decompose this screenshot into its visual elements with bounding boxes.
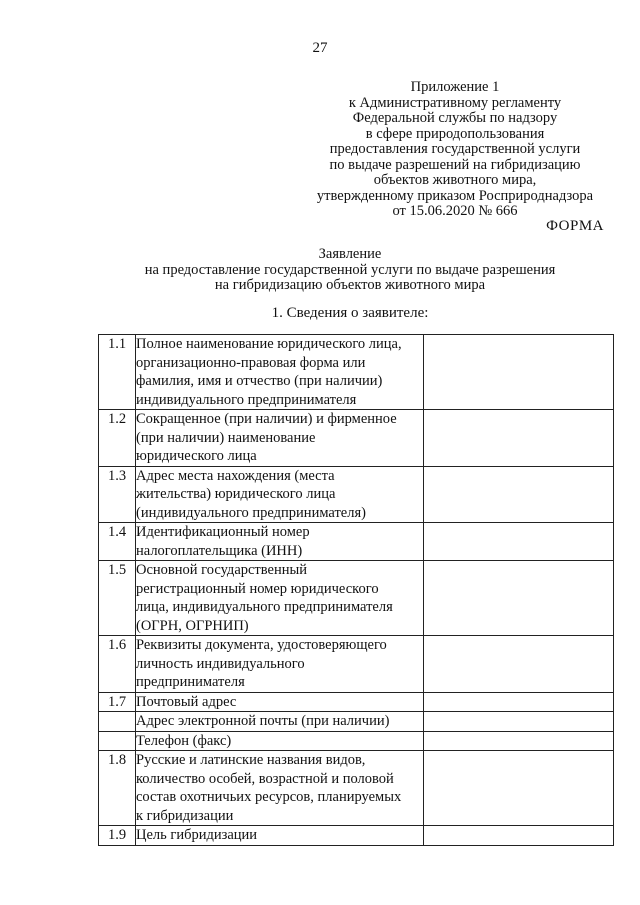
- row-label: [136, 826, 424, 846]
- row-label: [136, 466, 424, 523]
- row-value-field[interactable]: [424, 826, 614, 846]
- row-label-line: Телефон (факс): [136, 732, 232, 749]
- row-label-line: жительства) юридического лица: [136, 486, 336, 502]
- row-value-field[interactable]: [424, 335, 614, 410]
- row-label-line: количество особей, возрастной и половой: [136, 770, 394, 787]
- document-title: [90, 247, 610, 294]
- appendix-header: [300, 80, 610, 220]
- appendix-line: к Административному регламенту: [348, 94, 562, 111]
- row-label-line: предпринимателя: [136, 674, 245, 690]
- row-label-line: лица, индивидуального предпринимателя: [136, 599, 393, 615]
- form-label: ФОРМА: [546, 218, 604, 234]
- row-label: [136, 335, 424, 410]
- row-label-line: Идентификационный номер: [136, 524, 310, 540]
- applicant-info-table: [98, 334, 614, 846]
- row-label: [136, 731, 424, 751]
- row-value-field[interactable]: [424, 410, 614, 467]
- appendix-line: Приложение 1: [410, 79, 500, 95]
- table-row: [99, 561, 614, 636]
- row-label-line: (при наличии) наименование: [136, 429, 316, 446]
- row-number: [99, 712, 136, 732]
- appendix-line: Федеральной службы по надзору: [352, 110, 558, 126]
- appendix-line: утвержденному приказом Росприроднадзора: [316, 187, 594, 204]
- title-line: на гибридизацию объектов животного мира: [214, 277, 486, 293]
- section-heading: 1. Сведения о заявителе:: [271, 305, 429, 321]
- row-value-field[interactable]: [424, 731, 614, 751]
- row-label-line: индивидуального предпринимателя: [136, 391, 357, 408]
- row-label-line: Почтовый адрес: [136, 693, 237, 710]
- row-label-line: налогоплательщика (ИНН): [136, 542, 303, 559]
- appendix-line: в сфере природопользования: [365, 125, 545, 142]
- row-label-line: к гибридизации: [136, 807, 234, 824]
- row-label-line: Реквизиты документа, удостоверяющего: [136, 637, 387, 653]
- row-label-line: Сокращенное (при наличии) и фирменное: [136, 411, 397, 427]
- title-line: на предоставление государственной услуги по выдаче разрешения: [144, 261, 556, 278]
- row-number: 1.1: [99, 335, 136, 410]
- row-number: 1.5: [99, 561, 136, 636]
- table-row: [99, 523, 614, 561]
- row-label-line: Адрес места нахождения (места: [136, 467, 335, 484]
- row-label: [136, 751, 424, 826]
- row-label: [136, 692, 424, 712]
- appendix-line: от 15.06.2020 № 666: [392, 203, 518, 219]
- row-number: 1.4: [99, 523, 136, 561]
- row-label: [136, 712, 424, 732]
- row-number: 1.3: [99, 466, 136, 523]
- row-value-field[interactable]: [424, 523, 614, 561]
- row-label-line: Основной государственный: [136, 562, 307, 578]
- row-label: [136, 636, 424, 693]
- title-line: Заявление: [318, 246, 382, 262]
- row-label-line: фамилия, имя и отчество (при наличии): [136, 373, 383, 389]
- row-value-field[interactable]: [424, 636, 614, 693]
- row-number: 1.7: [99, 692, 136, 712]
- page-number: 27: [312, 40, 328, 56]
- appendix-line: по выдаче разрешений на гибридизацию: [329, 156, 581, 173]
- row-label: [136, 561, 424, 636]
- table-row: [99, 731, 614, 751]
- row-label: [136, 523, 424, 561]
- table-row: [99, 335, 614, 410]
- row-label-line: регистрационный номер юридического: [136, 580, 379, 597]
- row-label-line: состав охотничьих ресурсов, планируемых: [136, 789, 402, 805]
- row-number: [99, 731, 136, 751]
- row-label-line: личность индивидуального: [136, 655, 305, 672]
- row-value-field[interactable]: [424, 466, 614, 523]
- row-value-field[interactable]: [424, 751, 614, 826]
- row-label-line: (индивидуального предпринимателя): [136, 504, 366, 521]
- row-label-line: Полное наименование юридического лица,: [136, 336, 402, 352]
- row-number: 1.2: [99, 410, 136, 467]
- table-row: [99, 751, 614, 826]
- table-row: [99, 826, 614, 846]
- row-number: 1.9: [99, 826, 136, 846]
- row-label-line: (ОГРН, ОГРНИП): [136, 617, 249, 634]
- row-label-line: организационно-правовая форма или: [136, 354, 366, 371]
- row-value-field[interactable]: [424, 561, 614, 636]
- table-row: [99, 712, 614, 732]
- row-number: 1.6: [99, 636, 136, 693]
- table-row: [99, 692, 614, 712]
- appendix-line: предоставления государственной услуги: [329, 141, 581, 157]
- row-number: 1.8: [99, 751, 136, 826]
- row-value-field[interactable]: [424, 712, 614, 732]
- row-label-line: Русские и латинские названия видов,: [136, 752, 366, 768]
- table-row: [99, 410, 614, 467]
- row-label-line: юридического лица: [136, 448, 257, 464]
- row-label-line: Цель гибридизации: [136, 827, 258, 843]
- row-value-field[interactable]: [424, 692, 614, 712]
- appendix-line: объектов животного мира,: [373, 172, 537, 188]
- table-row: [99, 466, 614, 523]
- row-label: [136, 410, 424, 467]
- table-row: [99, 636, 614, 693]
- row-label-line: Адрес электронной почты (при наличии): [136, 713, 390, 729]
